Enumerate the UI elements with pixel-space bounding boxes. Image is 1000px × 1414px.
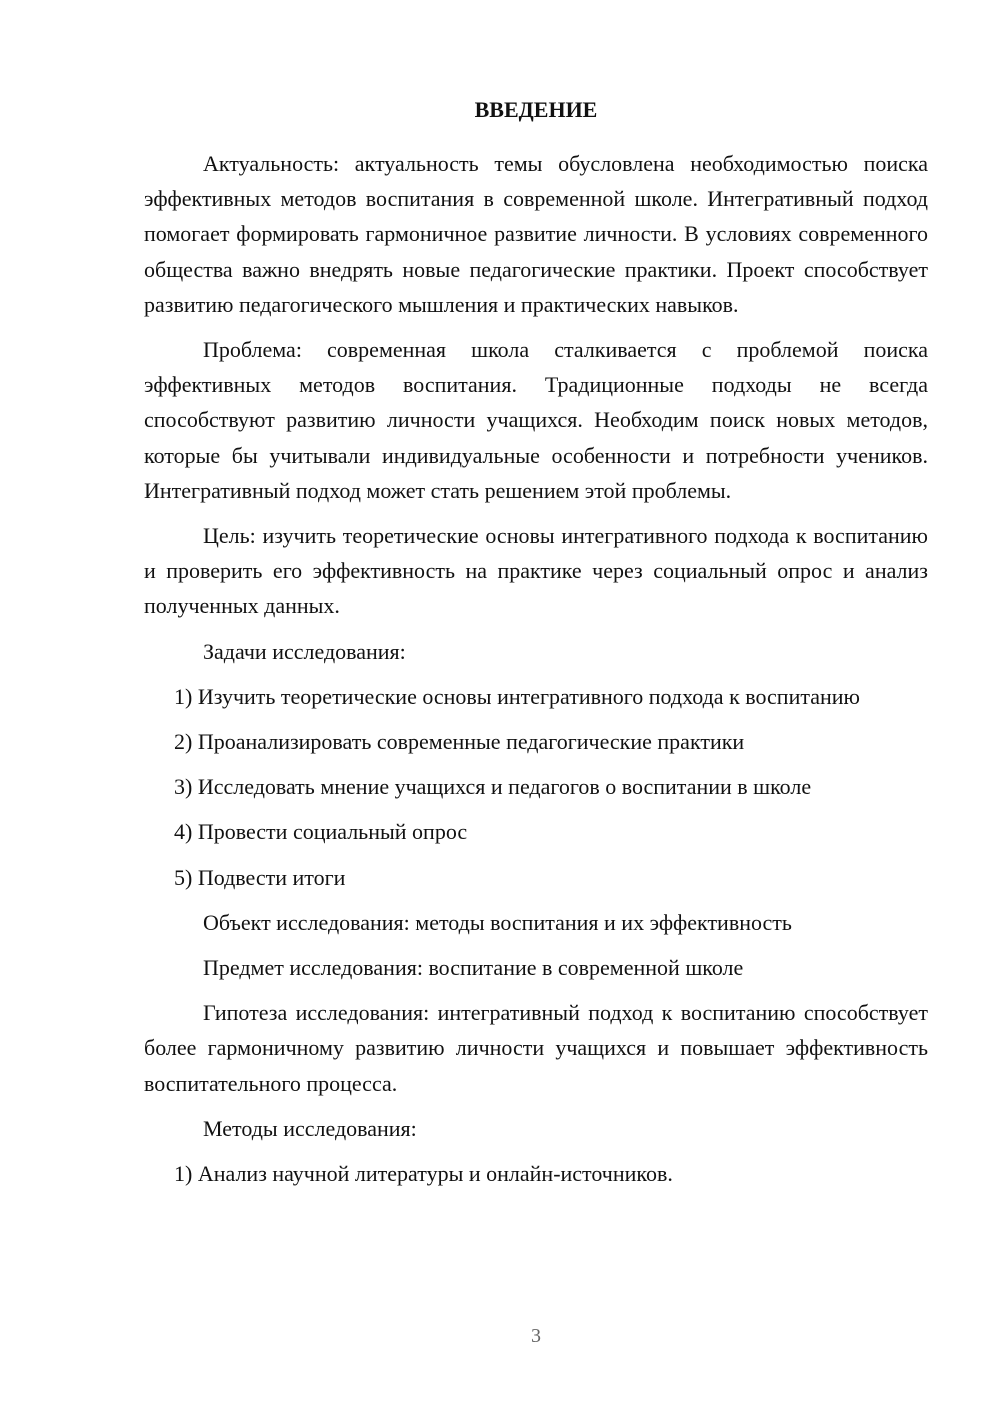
methods-heading: Методы исследования: [203, 1115, 417, 1141]
goal-paragraph: Цель: изучить теоретические основы интегративного подхода к воспитанию и проверить его эффективность на практике через социальный опрос и анализ полученных данных. [144, 523, 928, 619]
task-item: 1) Изучить теоретические основы интегративного подхода к воспитанию [174, 683, 860, 709]
object-line: Объект исследования: методы воспитания и их эффективность [203, 909, 792, 935]
task-item: 4) Провести социальный опрос [174, 819, 468, 845]
document-page [144, 96, 928, 1201]
section-title: ВВЕДЕНИЕ [474, 97, 598, 122]
problem-paragraph: Проблема: современная школа сталкивается с проблемой поиска эффективных методов воспитания. Традиционные подходы не всегда способствуют развитию личности учащихся. Необходим поиск новых методов, которые бы учитывали индивидуальные особенности и потребности учеников. Интегративный подход может стать решением этой проблемы. [144, 337, 928, 503]
hypothesis-paragraph: Гипотеза исследования: интегративный подход к воспитанию способствует более гармоничному развитию личности учащихся и повышает эффективность воспитательного процесса. [144, 1000, 928, 1096]
task-item: 5) Подвести итоги [174, 864, 346, 890]
method-item: 1) Анализ научной литературы и онлайн-источников. [174, 1161, 673, 1187]
page-number: 3 [531, 1325, 541, 1347]
subject-line: Предмет исследования: воспитание в современной школе [203, 955, 744, 981]
task-item: 3) Исследовать мнение учащихся и педагогов о воспитании в школе [174, 774, 812, 800]
task-item: 2) Проанализировать современные педагогические практики [174, 729, 745, 755]
relevance-paragraph: Актуальность: актуальность темы обусловлена необходимостью поиска эффективных методов воспитания в современной школе. Интегративный подход помогает формировать гармоничное развитие личности. В условиях современного общества важно внедрять новые педагогические практики. Проект способствует развитию педагогического мышления и практических навыков. [144, 151, 928, 317]
tasks-heading: Задачи исследования: [203, 638, 406, 664]
